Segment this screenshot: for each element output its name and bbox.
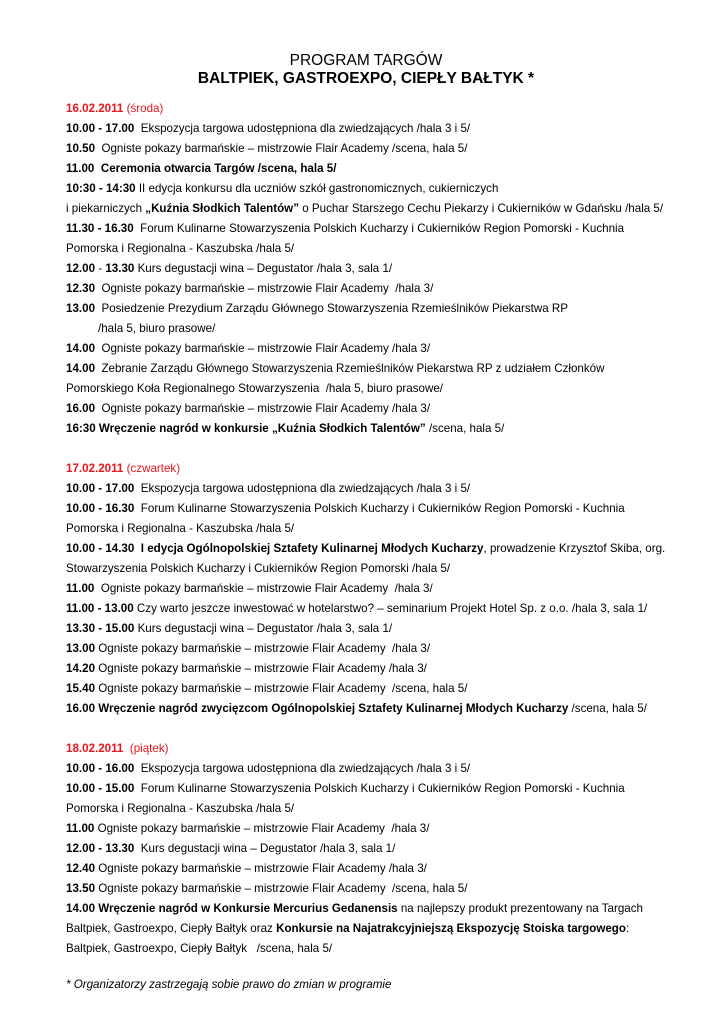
schedule-emphasis: 13.00: [66, 302, 96, 315]
schedule-text: Ekspozycja targowa udostępniona dla zwiedzających /hala 3 i 5/: [134, 482, 471, 495]
schedule-emphasis: Konkursie na Najatrakcyjniejszą Ekspozycję Stoiska targowego: [276, 922, 626, 935]
schedule-emphasis: 14.00: [66, 342, 96, 355]
schedule-line: [66, 119, 676, 139]
schedule-emphasis: 10.00 - 15.00: [66, 782, 135, 795]
schedule-text: i piekarniczych: [66, 202, 146, 215]
schedule-emphasis: 15.40: [66, 682, 96, 695]
schedule-emphasis: 11.00 - 13.00: [66, 602, 134, 615]
schedule-emphasis: 10.00 - 17.00: [66, 482, 135, 495]
schedule-line: [66, 299, 676, 319]
schedule-line: [66, 499, 676, 519]
document-subtitle: BALTPIEK, GASTROEXPO, CIEPŁY BAŁTYK *: [197, 70, 535, 87]
schedule-text: Forum Kulinarne Stowarzyszenia Polskich Kucharzy i Cukierników Region Pomorski - Kuchnia: [133, 222, 625, 235]
schedule-emphasis: 10.00 - 16.00: [66, 762, 135, 775]
schedule-text: Ogniste pokazy barmańskie – mistrzowie Flair Academy /hala 3/: [95, 282, 434, 295]
schedule-line: [66, 939, 676, 959]
schedule-emphasis: 12.30: [66, 282, 96, 295]
schedule-text: na najlepszy produkt prezentowany na Targach: [397, 902, 643, 915]
schedule-text: , prowadzenie Krzysztof Skiba, org.: [483, 542, 666, 555]
program-schedule: [66, 99, 676, 959]
schedule-emphasis: 10.00 - 14.30 I edycja Ogólnopolskiej Sztafety Kulinarnej Młodych Kucharzy: [66, 542, 484, 555]
schedule-line: [66, 879, 676, 899]
schedule-text: Kurs degustacji wina – Degustator /hala 3, sala 1/: [134, 622, 393, 635]
schedule-text: -: [95, 262, 106, 275]
day-date: 16.02.2011: [66, 102, 124, 115]
schedule-emphasis: 10:30 - 14:30: [66, 182, 136, 195]
schedule-line: [66, 479, 676, 499]
schedule-emphasis: 12.40: [66, 862, 96, 875]
schedule-text: Pomorska i Regionalna - Kaszubska /hala 5/: [66, 242, 295, 255]
schedule-emphasis: 10.50: [66, 142, 96, 155]
schedule-line: [66, 839, 676, 859]
schedule-emphasis: 12.00 - 13.30: [66, 842, 135, 855]
schedule-line: [66, 139, 676, 159]
schedule-line: [66, 379, 676, 399]
day-date: 18.02.2011: [66, 742, 124, 755]
schedule-line: [66, 899, 676, 919]
day-section: [66, 739, 676, 959]
schedule-emphasis: 10.00 - 16.30: [66, 502, 135, 515]
schedule-text: Ogniste pokazy barmańskie – mistrzowie Flair Academy /scena, hala 5/: [95, 882, 468, 895]
schedule-line: [66, 579, 676, 599]
schedule-emphasis: 13.30 - 15.00: [66, 622, 135, 635]
schedule-text: Ogniste pokazy barmańskie – mistrzowie Flair Academy /hala 3/: [95, 402, 431, 415]
schedule-text: Pomorska i Regionalna - Kaszubska /hala 5/: [66, 522, 295, 535]
schedule-text: /hala 5, biuro prasowe/: [98, 322, 216, 335]
schedule-line: [66, 699, 676, 719]
schedule-line: [66, 619, 676, 639]
schedule-text: Ogniste pokazy barmańskie – mistrzowie Flair Academy /scena, hala 5/: [95, 142, 468, 155]
day-weekday: (piątek): [123, 742, 169, 755]
schedule-line: [66, 759, 676, 779]
schedule-text: Ogniste pokazy barmańskie – mistrzowie Flair Academy /hala 3/: [94, 582, 433, 595]
schedule-emphasis: 12.00: [66, 262, 96, 275]
schedule-emphasis: 14.00: [66, 362, 96, 375]
footnote: * Organizatorzy zastrzegają sobie prawo do zmian w programie: [66, 978, 392, 991]
schedule-text: Czy warto jeszcze inwestować w hotelarstwo? – seminarium Projekt Hotel Sp. z o.o. /hala 3, sala 1/: [133, 602, 648, 615]
schedule-emphasis: 16:30 Wręczenie nagród w konkursie „Kuźnia Słodkich Talentów”: [66, 422, 426, 435]
schedule-emphasis: 16.00 Wręczenie nagród zwycięzcom Ogólnopolskiej Sztafety Kulinarnej Młodych Kucharzy: [66, 702, 569, 715]
schedule-line: [66, 639, 676, 659]
schedule-text: /scena, hala 5/: [568, 702, 647, 715]
day-date: 17.02.2011: [66, 462, 124, 475]
schedule-line: [66, 559, 676, 579]
schedule-line: [66, 919, 676, 939]
schedule-line: [66, 599, 676, 619]
schedule-line: [66, 659, 676, 679]
schedule-emphasis: 11.00: [66, 582, 95, 595]
schedule-line: [66, 259, 676, 279]
schedule-emphasis: 14.00 Wręczenie nagród w Konkursie Mercurius Gedanensis: [66, 902, 398, 915]
schedule-text: Ogniste pokazy barmańskie – mistrzowie Flair Academy /hala 3/: [95, 342, 431, 355]
schedule-line: [66, 359, 676, 379]
schedule-emphasis: 11.30 - 16.30: [66, 222, 134, 235]
schedule-emphasis: 11.00 Ceremonia otwarcia Targów /scena, hala 5/: [66, 162, 337, 175]
schedule-text: Stowarzyszenia Polskich Kucharzy i Cukierników Region Pomorski /hala 5/: [66, 562, 451, 575]
schedule-text: Ogniste pokazy barmańskie – mistrzowie Flair Academy /hala 3/: [94, 822, 430, 835]
schedule-line: [66, 679, 676, 699]
schedule-text: Posiedzenie Prezydium Zarządu Głównego Stowarzyszenia Rzemieślników Piekarstwa RP: [95, 302, 568, 315]
schedule-line: [66, 279, 676, 299]
schedule-emphasis: 13.00: [66, 642, 96, 655]
schedule-text: Baltpiek, Gastroexpo, Ciepły Bałtyk /scena, hala 5/: [66, 942, 333, 955]
schedule-line: [66, 199, 676, 219]
day-heading: [66, 99, 676, 119]
schedule-emphasis: 14.20: [66, 662, 96, 675]
day-heading: [66, 459, 676, 479]
schedule-text: /scena, hala 5/: [425, 422, 505, 435]
schedule-text: Pomorskiego Koła Regionalnego Stowarzyszenia /hala 5, biuro prasowe/: [66, 382, 444, 395]
document-title: PROGRAM TARGÓW: [289, 52, 443, 69]
schedule-line: [66, 779, 676, 799]
schedule-line: [66, 819, 676, 839]
schedule-text: II edycja konkursu dla uczniów szkół gastronomicznych, cukierniczych: [135, 182, 499, 195]
schedule-line: [66, 319, 676, 339]
day-section: [66, 99, 676, 439]
schedule-emphasis: „Kuźnia Słodkich Talentów”: [145, 202, 300, 215]
day-weekday: (środa): [123, 102, 164, 115]
schedule-text: Ogniste pokazy barmańskie – mistrzowie Flair Academy /hala 3/: [95, 642, 431, 655]
schedule-text: Zebranie Zarządu Głównego Stowarzyszenia Rzemieślników Piekarstwa RP z udziałem Członków: [95, 362, 605, 375]
schedule-text: Forum Kulinarne Stowarzyszenia Polskich Kucharzy i Cukierników Region Pomorski - Kuchnia: [134, 502, 625, 515]
schedule-line: [66, 859, 676, 879]
day-section: [66, 459, 676, 719]
schedule-text: Ogniste pokazy barmańskie – mistrzowie Flair Academy /hala 3/: [95, 862, 427, 875]
schedule-emphasis: 16.00: [66, 402, 96, 415]
schedule-line: [66, 179, 676, 199]
document-header: [66, 52, 666, 88]
schedule-emphasis: 11.00: [66, 822, 95, 835]
schedule-line: [66, 519, 676, 539]
schedule-line: [66, 219, 676, 239]
schedule-emphasis: 10.00 - 17.00: [66, 122, 135, 135]
schedule-emphasis: 13.30: [105, 262, 135, 275]
document-page: [66, 52, 676, 995]
schedule-line: [66, 239, 676, 259]
schedule-line: [66, 159, 676, 179]
schedule-text: Ekspozycja targowa udostępniona dla zwiedzających /hala 3 i 5/: [134, 122, 471, 135]
schedule-line: [66, 799, 676, 819]
schedule-line: [66, 419, 676, 439]
schedule-text: o Puchar Starszego Cechu Piekarzy i Cukierników w Gdańsku /hala 5/: [299, 202, 664, 215]
schedule-text: Ekspozycja targowa udostępniona dla zwiedzających /hala 3 i 5/: [134, 762, 471, 775]
day-weekday: (czwartek): [123, 462, 181, 475]
schedule-text: Forum Kulinarne Stowarzyszenia Polskich Kucharzy i Cukierników Region Pomorski - Kuchnia: [134, 782, 625, 795]
schedule-text: Ogniste pokazy barmańskie – mistrzowie Flair Academy /scena, hala 5/: [95, 682, 468, 695]
schedule-text: Kurs degustacji wina – Degustator /hala 3, sala 1/: [134, 842, 396, 855]
schedule-text: :: [625, 922, 630, 935]
schedule-emphasis: 13.50: [66, 882, 96, 895]
schedule-text: Baltpiek, Gastroexpo, Ciepły Bałtyk oraz: [66, 922, 277, 935]
day-heading: [66, 739, 676, 759]
schedule-line: [66, 339, 676, 359]
schedule-text: Ogniste pokazy barmańskie – mistrzowie Flair Academy /hala 3/: [95, 662, 427, 675]
schedule-text: Pomorska i Regionalna - Kaszubska /hala 5/: [66, 802, 295, 815]
schedule-text: Kurs degustacji wina – Degustator /hala 3, sala 1/: [134, 262, 393, 275]
schedule-line: [66, 539, 676, 559]
schedule-line: [66, 399, 676, 419]
